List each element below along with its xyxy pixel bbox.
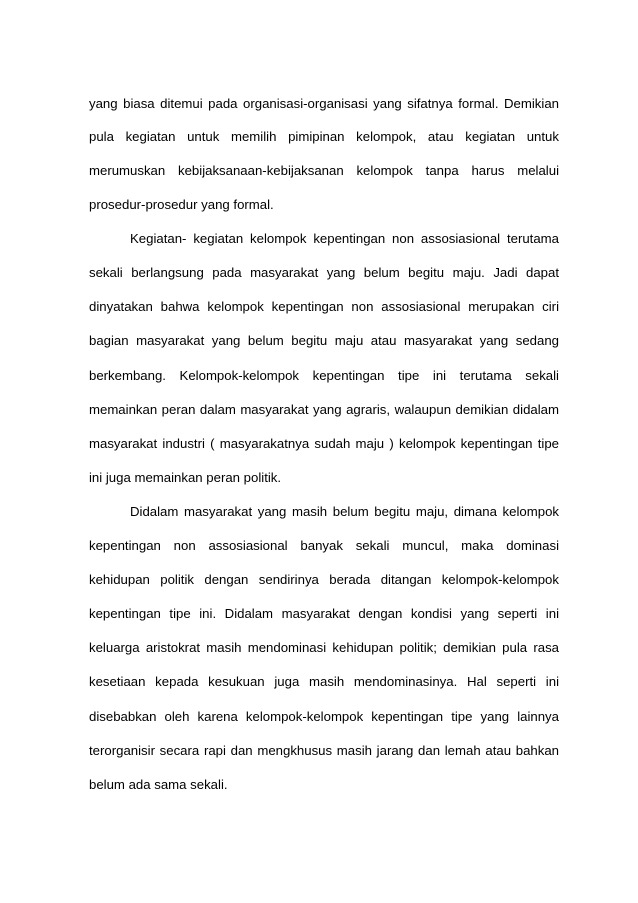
paragraph-3-line-7: disebabkan oleh karena kelompok-kelompok kepentingan tipe yang lainnya — [89, 709, 559, 724]
paragraph-3-line-9: belum ada sama sekali. — [89, 777, 228, 792]
paragraph-2-line-7: masyarakat industri ( masyarakatnya sudah maju ) kelompok kepentingan tipe — [89, 436, 559, 451]
paragraph-3-line-8: terorganisir secara rapi dan mengkhusus masih jarang dan lemah atau bahkan — [89, 743, 559, 758]
paragraph-3-line-2: kepentingan non assosiasional banyak sekali muncul, maka dominasi — [89, 538, 559, 553]
paragraph-1-line-4: prosedur-prosedur yang formal. — [89, 197, 274, 212]
paragraph-3-line-3: kehidupan politik dengan sendirinya berada ditangan kelompok-kelompok — [89, 572, 559, 587]
paragraph-1-line-3: merumuskan kebijaksanaan-kebijaksanan kelompok tanpa harus melalui — [89, 163, 559, 178]
paragraph-3-line-1: Didalam masyarakat yang masih belum begitu maju, dimana kelompok — [130, 504, 559, 519]
paragraph-2-line-4: bagian masyarakat yang belum begitu maju atau masyarakat yang sedang — [89, 333, 559, 348]
paragraph-2-line-2: sekali berlangsung pada masyarakat yang belum begitu maju. Jadi dapat — [89, 265, 559, 280]
paragraph-1-line-1: yang biasa ditemui pada organisasi-organisasi yang sifatnya formal. Demikian — [89, 96, 559, 111]
paragraph-1-line-2: pula kegiatan untuk memilih pimipinan kelompok, atau kegiatan untuk — [89, 129, 559, 144]
paragraph-2-line-3: dinyatakan bahwa kelompok kepentingan non assosiasional merupakan ciri — [89, 299, 559, 314]
paragraph-3-line-5: keluarga aristokrat masih mendominasi kehidupan politik; demikian pula rasa — [89, 640, 559, 655]
paragraph-3-line-6: kesetiaan kepada kesukuan juga masih mendominasinya. Hal seperti ini — [89, 674, 559, 689]
paragraph-2-line-6: memainkan peran dalam masyarakat yang agraris, walaupun demikian didalam — [89, 402, 559, 417]
paragraph-3-line-4: kepentingan tipe ini. Didalam masyarakat dengan kondisi yang seperti ini — [89, 606, 559, 621]
paragraph-2-line-8: ini juga memainkan peran politik. — [89, 470, 282, 485]
paragraph-2-line-5: berkembang. Kelompok-kelompok kepentingan tipe ini terutama sekali — [89, 368, 559, 383]
paragraph-2-line-1: Kegiatan- kegiatan kelompok kepentingan non assosiasional terutama — [130, 231, 559, 246]
